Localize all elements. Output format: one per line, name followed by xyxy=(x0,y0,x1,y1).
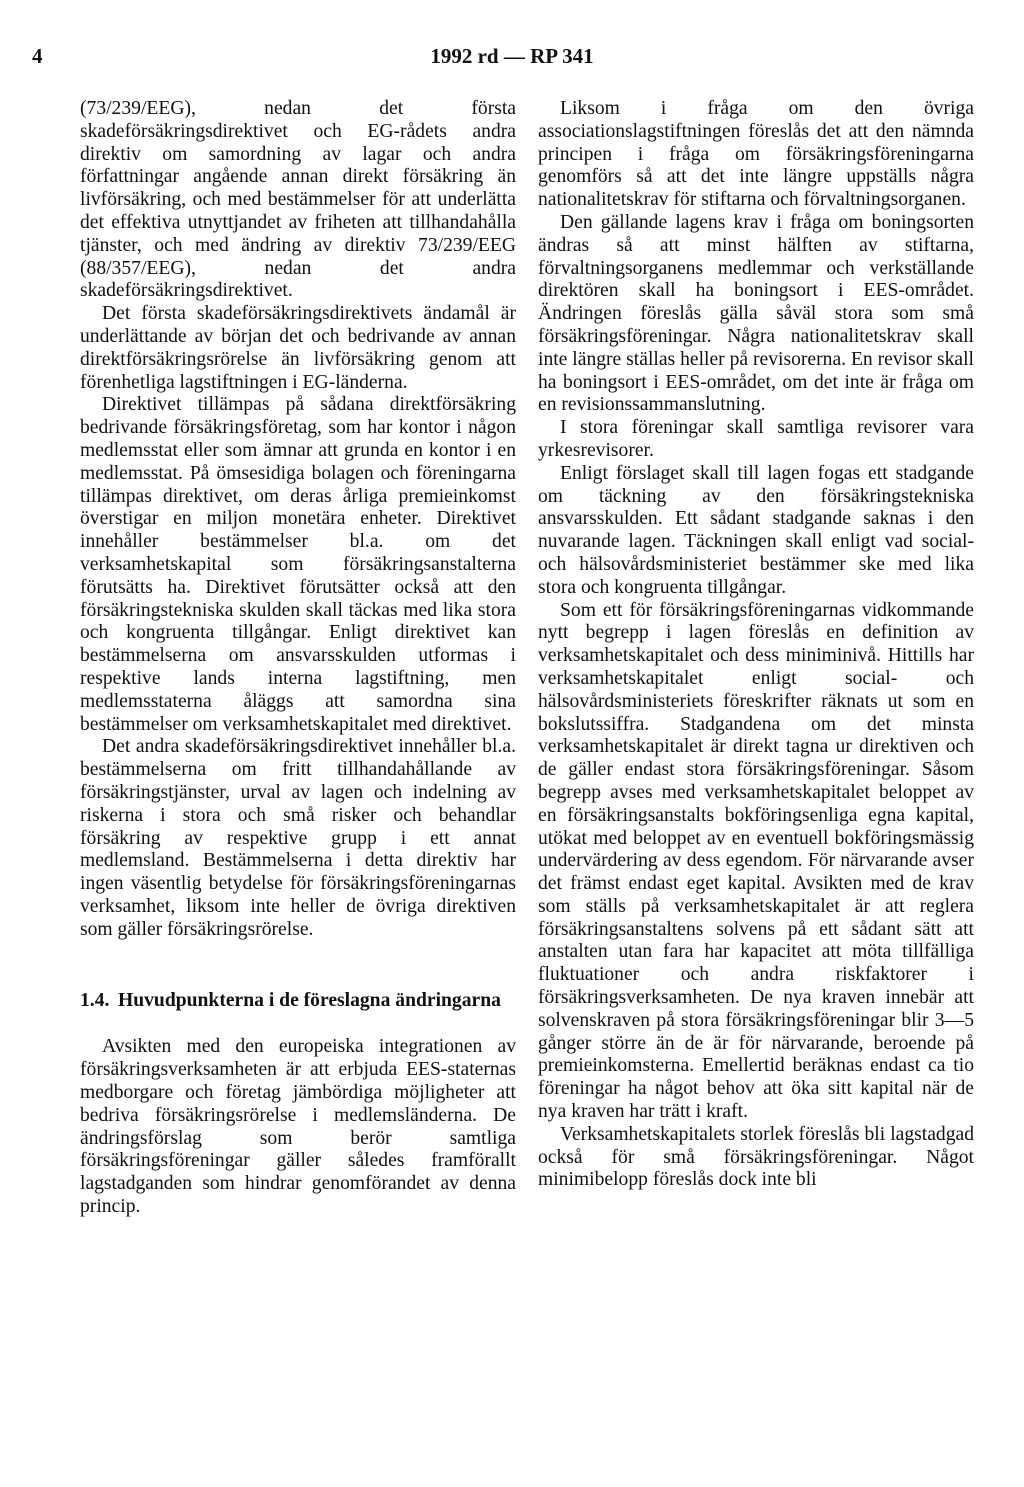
paragraph: Det första skadeförsäkringsdirektivets ändamål är underlättande av början det och bedrivande av annan direktförsäkringsrörelse än livförsäkring genom att förenhetliga lagstiftningen i EG-länderna. xyxy=(80,303,516,393)
paragraph: Enligt förslaget skall till lagen fogas ett stadgande om täckning av den försäkringstekniska ansvarsskulden. Ett sådant stadgande saknas i den nuvarande lagen. Täckningen skall enligt vad social- och hälsovårdsministeriet bestämmer ske med lika stora och kongruenta tillgångar. xyxy=(538,462,974,598)
paragraph: (73/239/EEG), nedan det första skadeförsäkringsdirektivet och EG-rådets andra direktiv om samordning av lagar och andra författningar angående annan direkt försäkring än livförsäkring, och med bestämmelser för att underlätta det effektiva utnyttjandet av friheten att tillhandahålla tjänster, och med ändring av direktiv 73/239/EEG (88/357/EEG), nedan det andra skadeförsäkringsdirektivet. xyxy=(80,98,516,302)
running-head: 1992 rd — RP 341 xyxy=(430,44,594,68)
page-number: 4 xyxy=(32,44,43,68)
left-column xyxy=(80,98,516,1219)
paragraph: Verksamhetskapitalets storlek föreslås bli lagstadgad också för små försäkringsföreningar. Något minimibelopp föreslås dock inte bli xyxy=(538,1123,974,1191)
section-title: Huvudpunkterna i de föreslagna ändringarna xyxy=(118,990,501,1012)
right-column xyxy=(538,98,974,1192)
paragraph: Avsikten med den europeiska integrationen av försäkringsverksamheten är att erbjuda EES-staternas medborgare och företag jämbördiga möjligheter att bedriva försäkringsrörelse i medlemsländerna. De ändringsförslag som berör samtliga försäkringsföreningar gäller således framförallt lagstadganden som hindrar genomförandet av denna princip. xyxy=(80,1036,516,1218)
paragraph: Som ett för försäkringsföreningarnas vidkommande nytt begrepp i lagen föreslås en definition av verksamhetskapitalet och dess miniminivå. Hittills har verksamhetskapitalet enligt social- och hälsovårdsministeriets föreskrifter räknats ut som en bokslutssiffra. Stadgandena om det minsta verksamhetskapitalet är direkt tagna ur direktiven och de gäller endast stora försäkringsföreningar. Såsom begrepp avses med verksamhetskapitalet beloppet av en försäkringsanstalts bokföringsenliga egna kapital, utökat med beloppet av en eventuell bokföringsmässig undervärdering av dess egendom. För närvarande avser det främst endast eget kapital. Avsikten med de krav som ställs på verksamhetskapitalet är att reglera försäkringsanstaltens solvens på ett sådant sätt att anstalten utan fara har kapacitet att möta tillfälliga fluktuationer och andra riskfaktorer i försäkringsverksamheten. De nya kraven innebär att solvenskraven på stora försäkringsföreningar blir 3—5 gånger större än de är för närvarande, beroende på premieinkomsterna. Emellertid beräknas endast ca tio föreningar ha något behov att öka sitt kapital när de nya kraven har trätt i kraft. xyxy=(538,599,974,1123)
section-heading xyxy=(80,989,516,1012)
paragraph: Direktivet tillämpas på sådana direktförsäkring bedrivande försäkringsföretag, som har kontor i någon medlemsstat eller som ämnar att grunda en kontor i en medlemsstat. På ömsesidiga bolagen och föreningarna tillämpas direktivet, om deras årliga premieinkomst överstigar en miljon monetära enheter. Direktivet innehåller bestämmelser bl.a. om det verksamhetskapital som försäkringsanstalterna förutsätts ha. Direktivet förutsätter också att den försäkringstekniska skulden skall täckas med lika stora och kongruenta tillgångar. Enligt direktivet kan bestämmelserna om ansvarsskulden utformas i respektive lands interna lagstiftning, men medlemsstaterna åläggs att samordna sina bestämmelser om verksamhetskapitalet med direktivet. xyxy=(80,394,516,735)
paragraph: Den gällande lagens krav i fråga om boningsorten ändras så att minst hälften av stiftarna, förvaltningsorganens medlemmar och verkställande direktören skall ha boningsort i EES-området. Ändringen föreslås gälla såväl stora som små försäkringsföreningar. Några nationalitetskrav skall inte längre ställas heller på revisorerna. En revisor skall ha boningsort i EES-området, om det inte är fråga om en revisionssammanslutning. xyxy=(538,211,974,416)
section-number: 1.4. xyxy=(80,990,110,1012)
paragraph: Det andra skadeförsäkringsdirektivet innehåller bl.a. bestämmelserna om fritt tillhandahållande av försäkringstjänster, urval av lagen och indelning av riskerna i stora och små risker och behandlar försäkring av respektive grupp i ett annat medlemsland. Bestämmelserna i detta direktiv har ingen väsentlig betydelse för försäkringsföreningarnas verksamhet, liksom inte heller de övriga direktiven som gäller försäkringsrörelse. xyxy=(80,736,516,940)
paragraph: I stora föreningar skall samtliga revisorer vara yrkesrevisorer. xyxy=(538,417,974,461)
paragraph: Liksom i fråga om den övriga associationslagstiftningen föreslås det att den nämnda principen i fråga om försäkringsföreningarna genomförs så att det inte längre uppställs några nationalitetskrav för stiftarna och förvaltningsorganen. xyxy=(538,98,974,211)
